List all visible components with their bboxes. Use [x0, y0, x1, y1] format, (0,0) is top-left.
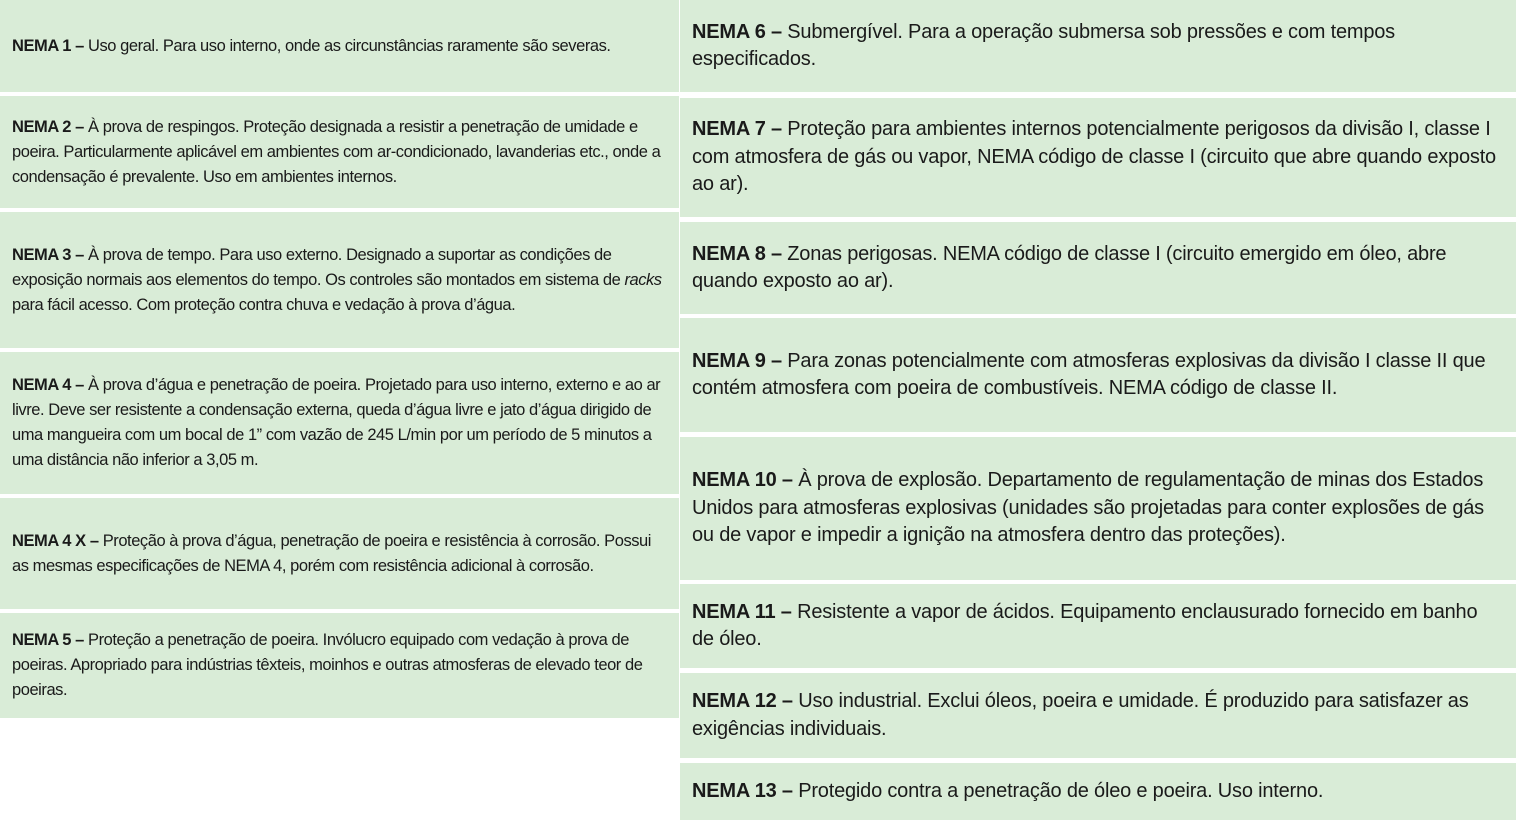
nema-1-description: NEMA 1 – Uso geral. Para uso interno, onde as circunstâncias raramente são severas. [12, 36, 611, 55]
nema-12-card [680, 673, 1516, 758]
nema-4x-card [0, 498, 679, 609]
nema-1-label: NEMA 1 [12, 36, 72, 55]
nema-3-card [0, 212, 679, 348]
nema-10-card [680, 437, 1516, 580]
nema-3-description: NEMA 3 – À prova de tempo. Para uso externo. Designado a suportar as condições de exposição normais aos elementos do tempo. Os controles são montados em sistema de racks para fácil acesso. Com proteção contra chuva e vedação à prova d’água. [12, 245, 662, 314]
nema-11-card [680, 584, 1516, 668]
nema-5-label: NEMA 5 [12, 631, 72, 649]
nema-9-label: NEMA 9 [692, 349, 766, 372]
nema-2-description: NEMA 2 – À prova de respingos. Proteção designada a resistir a penetração de umidade e poeira. Particularmente aplicável em ambientes com ar-condicionado, lavanderias etc., onde a condensação é prevalente. Uso em ambientes internos. [12, 117, 661, 186]
nema-3-label: NEMA 3 [12, 245, 72, 264]
nema-6-description: NEMA 6 – Submergível. Para a operação submersa sob pressões e com tempos especificados. [692, 20, 1395, 70]
nema-5-card [0, 613, 679, 718]
nema-7-card [680, 98, 1516, 217]
nema-2-label: NEMA 2 [12, 117, 72, 136]
nema-4x-label: NEMA 4 X [12, 531, 86, 550]
nema-13-card [680, 763, 1516, 820]
nema-8-card [680, 222, 1516, 314]
nema-11-description: NEMA 11 – Resistente a vapor de ácidos. Equipamento enclausurado fornecido em banho de óleo. [692, 600, 1478, 650]
nema-4-card [0, 352, 679, 494]
nema-2-card [0, 96, 679, 208]
nema-11-label: NEMA 11 [692, 600, 776, 623]
nema-7-label: NEMA 7 [692, 118, 766, 141]
nema-1-card [0, 0, 679, 92]
nema-12-description: NEMA 12 – Uso industrial. Exclui óleos, poeira e umidade. É produzido para satisfazer as exigências individuais. [692, 690, 1469, 740]
nema-13-label: NEMA 13 [692, 779, 777, 802]
nema-9-description: NEMA 9 – Para zonas potencialmente com atmosferas explosivas da divisão I classe II que contém atmosfera com poeira de combustíveis. NEMA código de classe II. [692, 349, 1486, 399]
nema-9-card [680, 318, 1516, 432]
nema-5-description: NEMA 5 – Proteção a penetração de poeira. Invólucro equipado com vedação à prova de poeiras. Apropriado para indústrias têxteis, moinhos e outras atmosferas de elevado teor de poeiras. [12, 631, 643, 699]
nema-4-description: NEMA 4 – À prova d’água e penetração de poeira. Projetado para uso interno, externo e ao ar livre. Deve ser resistente a condensação externa, queda d’água livre e jato d’água dirigido de uma mangueira com um bocal de 1” com vazão de 245 L/min por um período de 5 minutos a uma distância não inferior a 3,05 m. [12, 376, 661, 469]
nema-13-description: NEMA 13 – Protegido contra a penetração de óleo e poeira. Uso interno. [692, 779, 1324, 802]
nema-10-description: NEMA 10 – À prova de explosão. Departamento de regulamentação de minas dos Estados Unidos para atmosferas explosivas (unidades são projetadas para conter explosões de gás ou de vapor e impedir a ignição na atmosfera dentro das proteções). [692, 469, 1484, 547]
nema-12-label: NEMA 12 [692, 690, 777, 712]
nema-10-label: NEMA 10 [692, 469, 777, 492]
nema-8-label: NEMA 8 [692, 242, 766, 265]
nema-6-card [680, 0, 1516, 92]
nema-7-description: NEMA 7 – Proteção para ambientes internos potencialmente perigosos da divisão I, classe I com atmosfera de gás ou vapor, NEMA código de classe I (circuito que abre quando exposto ao ar). [692, 118, 1496, 196]
nema-4x-description: NEMA 4 X – Proteção à prova d’água, penetração de poeira e resistência à corrosão. Possui as mesmas especificações de NEMA 4, porém com resistência adicional à corrosão. [12, 531, 651, 575]
nema-6-label: NEMA 6 [692, 20, 766, 43]
nema-4-label: NEMA 4 [12, 376, 72, 394]
nema-8-description: NEMA 8 – Zonas perigosas. NEMA código de classe I (circuito emergido em óleo, abre quando exposto ao ar). [692, 242, 1447, 292]
